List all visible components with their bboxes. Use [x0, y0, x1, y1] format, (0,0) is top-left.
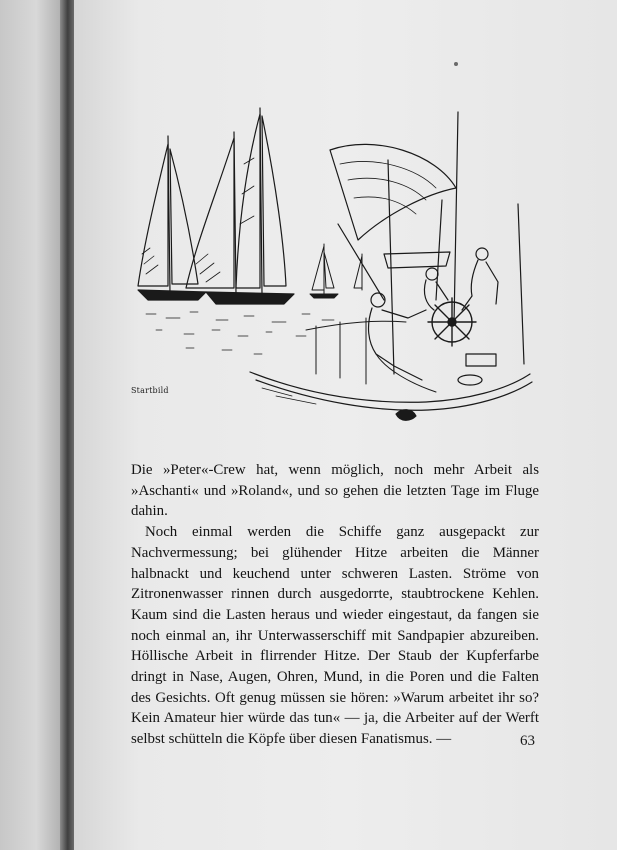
paper-speck	[454, 62, 458, 66]
book-gutter	[60, 0, 74, 850]
sailing-race-sketch-illustration	[126, 104, 538, 426]
facing-page-edge	[0, 0, 66, 850]
crew-figures	[369, 248, 498, 392]
paragraph: Noch einmal werden die Schiffe ganz ausgepackt zur Nachvermessung; bei glühender Hitze arbeiten die Männer halbnackt und keuchend unter schweren Lasten. Ströme von Zitronenwasser rinnen durch ausgedorrte, staubtrockene Kehlen. Kaum sind die Lasten heraus und wieder eingestaut, da fangen sie noch einmal an, ihr Unterwasserschiff mit Sandpapier abzureiben. Höllische Arbeit in flirrender Hitze. Der Staub der Kupferfarbe dringt in Nase, Augen, Ohren, Mund, in die Poren und die Falten des Gesichts. Oft genug müssen sie hören: »Warum arbeitet ihr so? Kein Amateur hier würde das tun« — ja, die Arbeiter auf der Werft selbst schütteln die Köpfe über diesen Fanatismus. —	[131, 524, 539, 748]
paragraph: Die »Peter«-Crew hat, wenn möglich, noch mehr Arbeit als »Aschanti« und »Roland«, und so gehen die letzten Tage im Fluge dahin.	[131, 462, 539, 520]
near-boat-rigging	[330, 112, 524, 374]
page-number: 63	[520, 733, 535, 749]
steering-wheel	[428, 298, 476, 346]
yacht-left-2	[186, 108, 294, 304]
yacht-left-1	[138, 136, 206, 300]
body-text	[131, 460, 539, 750]
water-marks	[146, 312, 334, 354]
figure-caption: Startbild	[131, 386, 169, 395]
distant-yachts	[310, 244, 362, 298]
